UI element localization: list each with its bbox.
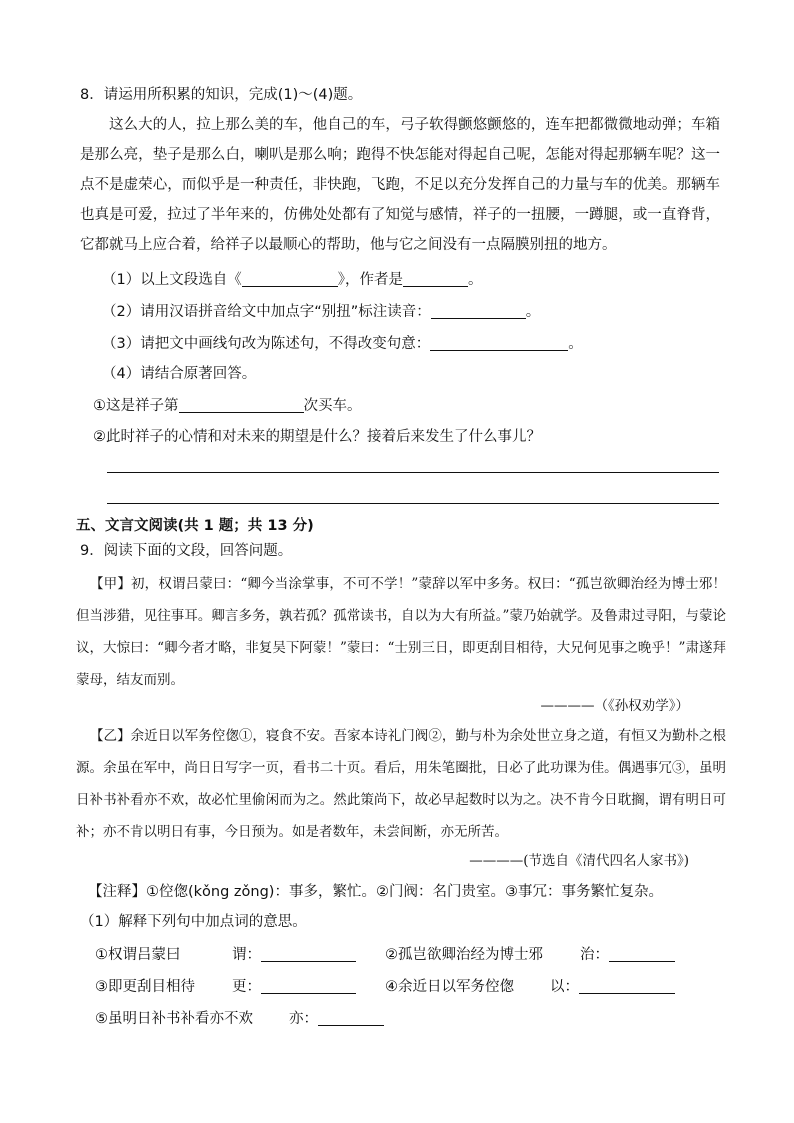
q8-sub4: （4）请结合原著回答。: [102, 366, 257, 382]
answer-blank-statement[interactable]: [430, 334, 568, 351]
answer-line[interactable]: [107, 472, 719, 473]
passage-yi: 【乙】余近日以军务倥偬①，寝食不安。吾家本诗礼门阀②，勤与朴为余处世立身之道，有恒又为勤朴之根源。余虽在军中，尚日日写字一页，看书二十页。看后，用朱笔圈批，日必了此功课为佳。偶遇事冗③，虽明日补书补看亦不欢，故必忙里偷闲而为之。然此策尚下，故必早起数时以为之。决不肯今日耽搁，谓有明日可补；亦不肯以明日有事，今日预为。如是者数年，未尝间断，亦无所苦。: [76, 728, 726, 840]
q8-sub4a: ①这是祥子第 次买车。: [93, 398, 362, 414]
source-jia: ————（《孙权劝学》）: [540, 698, 689, 714]
answer-blank-yi[interactable]: [579, 977, 675, 994]
item-4-word: 以：: [550, 977, 675, 997]
answer-blank-book[interactable]: [242, 270, 338, 287]
item-5-word: 亦：: [289, 1009, 384, 1029]
answer-line[interactable]: [107, 503, 719, 504]
answer-blank-yi2[interactable]: [318, 1009, 384, 1026]
item-1: ①权谓吕蒙曰: [95, 947, 181, 963]
section-heading: 五、文言文阅读(共 1 题；共 13 分): [76, 518, 314, 534]
item-4: ④余近日以军务倥偬: [385, 979, 514, 995]
item-3-word: 更：: [232, 977, 356, 997]
answer-blank-geng[interactable]: [261, 977, 356, 994]
item-2-word: 治：: [580, 945, 675, 965]
item-1-word: 谓：: [232, 945, 356, 965]
answer-blank-pinyin[interactable]: [431, 302, 526, 319]
q8-sub2: （2）请用汉语拼音给文中加点字“别扭”标注读音： 。: [102, 304, 541, 320]
answer-blank-author[interactable]: [403, 270, 468, 287]
q8-sub4b: ②此时祥子的心情和对未来的期望是什么？接着后来发生了什么事儿？: [93, 429, 541, 445]
q9-title: 9．阅读下面的文段，回答问题。: [80, 543, 293, 559]
passage-jia: 【甲】初，权谓吕蒙曰：“卿今当涂掌事，不可不学！”蒙辞以军中多务。权曰：“孤岂欲卿治经为博士邪！但当涉猎，见往事耳。卿言多务，孰若孤？孤常读书，自以为大有所益。”蒙乃始就学。及鲁肃过寻阳，与蒙论议，大惊曰：“卿今者才略，非复吴下阿蒙！”蒙曰：“士别三日，即更刮目相待，大兄何见事之晚乎！”肃遂拜蒙母，结友而别。: [76, 576, 726, 688]
q8-title: 8．请运用所积累的知识，完成(1)～(4)题。: [80, 87, 363, 103]
q8-sub1: （1）以上文段选自《 》，作者是 。: [102, 272, 483, 288]
answer-blank-zhi[interactable]: [609, 945, 675, 962]
answer-blank-times[interactable]: [179, 396, 304, 413]
q9-sub1: （1）解释下列句中加点词的意思。: [80, 914, 307, 930]
item-2: ②孤岂欲卿治经为博士邪: [385, 947, 543, 963]
answer-blank-wei[interactable]: [261, 945, 356, 962]
annotation-note: 【注释】①倥偬(kǒng zǒng)：事多，繁忙。②门阀：名门贵室。③事冗：事务繁忙复杂。: [88, 884, 663, 900]
q8-sub3: （3）请把文中画线句改为陈述句，不得改变句意： 。: [102, 336, 583, 352]
item-3: ③即更刮目相待: [95, 979, 195, 995]
item-5: ⑤虽明日补书补看亦不欢: [95, 1011, 253, 1027]
q8-passage: 这么大的人，拉上那么美的车，他自己的车，弓子软得颤悠颤悠的，连车把都微微地动弹；车箱是那么亮，垫子是那么白，喇叭是那么响；跑得不快怎能对得起自己呢，怎能对得起那辆车呢？这一点不是虚荣心，而似乎是一种责任，非快跑，飞跑，不足以充分发挥自己的力量与车的优美。那辆车也真是可爱，拉过了半年来的，仿佛处处都有了知觉与感情，祥子的一扭腰，一蹲腿，或一直脊背，它都就马上应合着，给祥子以最顺心的帮助，他与它之间没有一点隔膜别扭的地方。: [80, 117, 720, 253]
source-yi: ————(节选自《清代四名人家书》): [469, 853, 689, 869]
